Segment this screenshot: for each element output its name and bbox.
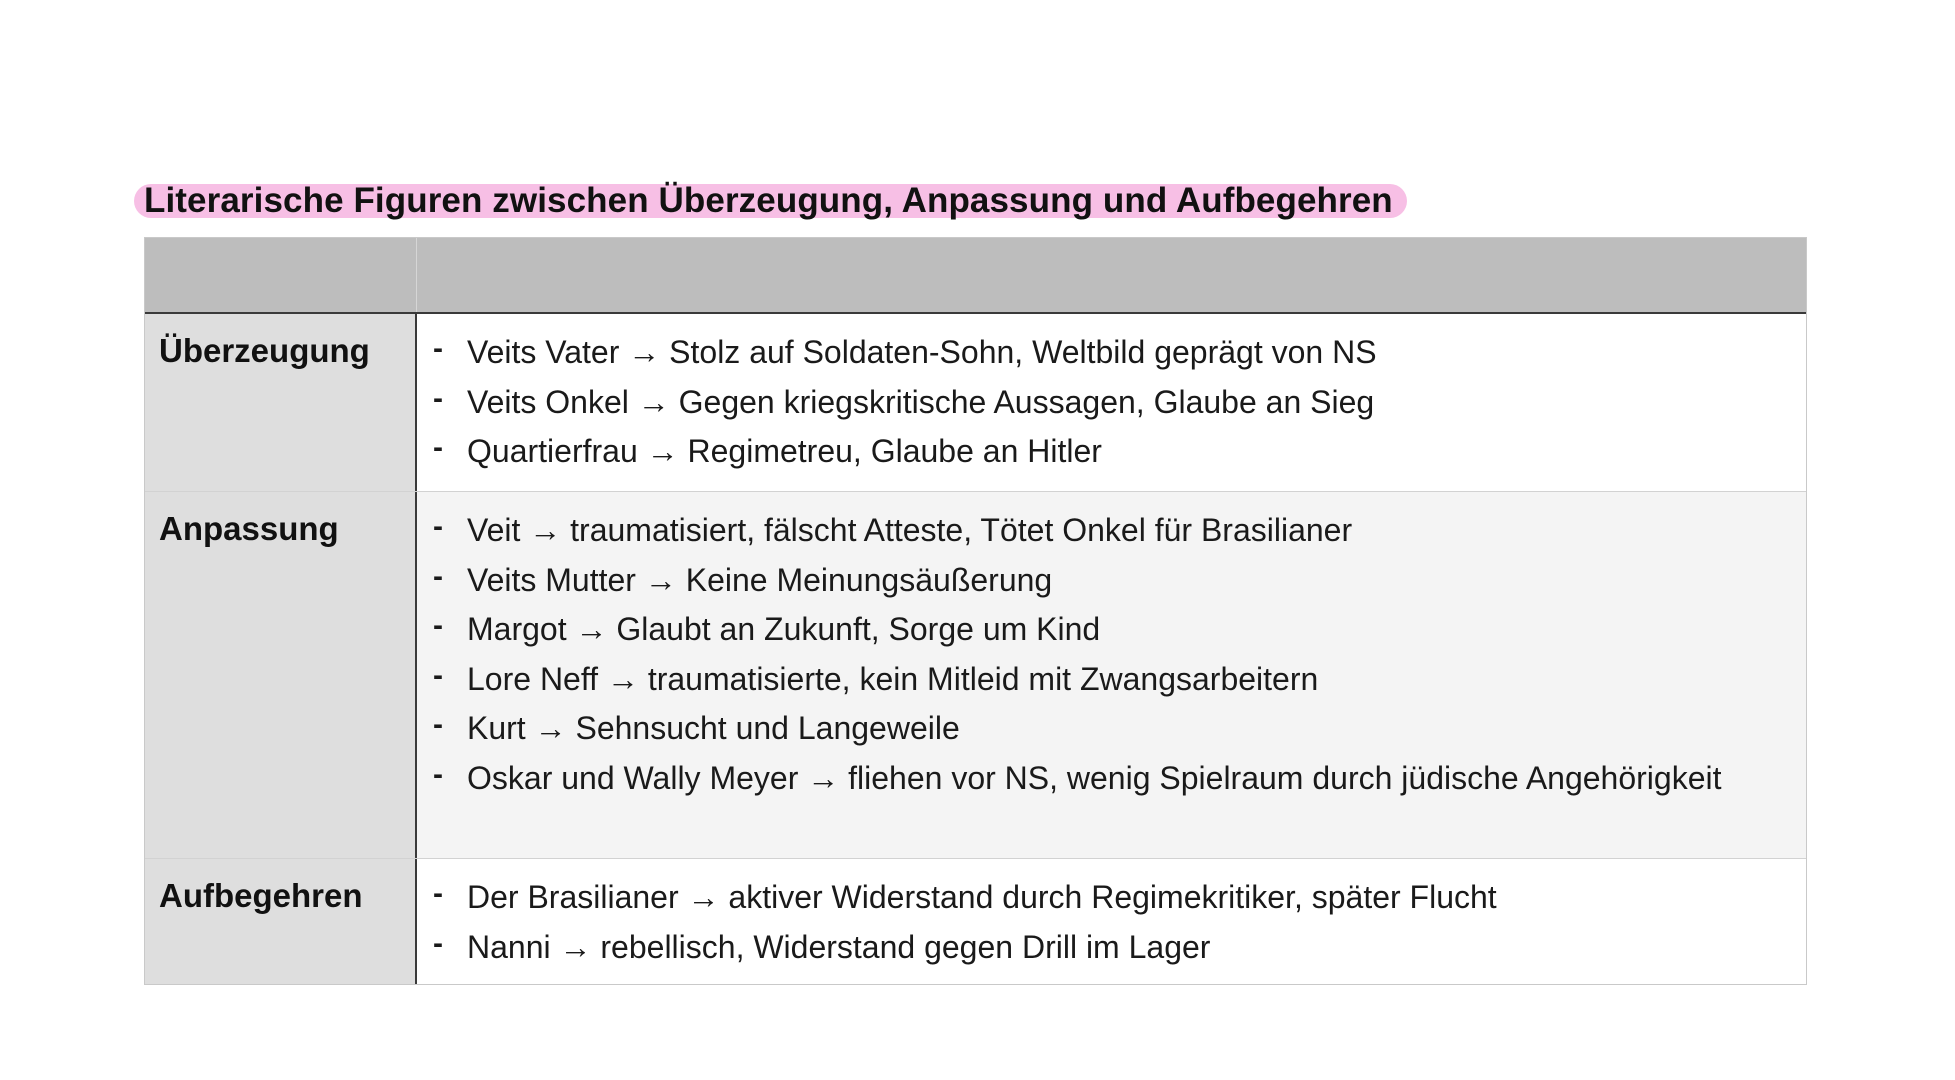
figures-table xyxy=(144,237,1807,985)
list-item: - Nanni → rebellisch, Widerstand gegen Drill im Lager xyxy=(431,925,1806,970)
list-item: - Kurt → Sehnsucht und Langeweile xyxy=(431,706,1806,751)
list-item: - Quartierfrau → Regimetreu, Glaube an Hitler xyxy=(431,429,1806,474)
row-body-anpassung xyxy=(417,492,1806,858)
list-item: - Veit → traumatisiert, fälscht Atteste, Tötet Onkel für Brasilianer xyxy=(431,508,1806,553)
list-item: - Veits Mutter → Keine Meinungsäußerung xyxy=(431,558,1806,603)
table-row-anpassung xyxy=(145,491,1806,858)
list-item: - Veits Vater → Stolz auf Soldaten-Sohn, Weltbild geprägt von NS xyxy=(431,330,1806,375)
header-body-cell xyxy=(417,238,1806,312)
page-title: Literarische Figuren zwischen Überzeugung, Anpassung und Aufbegehren xyxy=(144,181,1393,220)
table-header-row xyxy=(145,238,1806,314)
list-item: - Margot → Glaubt an Zukunft, Sorge um Kind xyxy=(431,607,1806,652)
header-label-cell xyxy=(145,238,417,312)
list-item: - Lore Neff → traumatisierte, kein Mitleid mit Zwangsarbeitern xyxy=(431,657,1806,702)
row-label-anpassung: Anpassung xyxy=(145,492,417,858)
table-row-aufbegehren xyxy=(145,858,1806,984)
row-label-aufbegehren: Aufbegehren xyxy=(145,859,417,984)
row-body-aufbegehren xyxy=(417,859,1806,984)
list-item: - Oskar und Wally Meyer → fliehen vor NS, wenig Spielraum durch jüdische Angehörigkeit xyxy=(431,756,1806,801)
title-block xyxy=(134,176,1407,226)
list-item: - Veits Onkel → Gegen kriegskritische Aussagen, Glaube an Sieg xyxy=(431,380,1806,425)
table-row-ueberzeugung xyxy=(145,314,1806,491)
row-body-ueberzeugung xyxy=(417,314,1806,491)
list-item: - Der Brasilianer → aktiver Widerstand durch Regimekritiker, später Flucht xyxy=(431,875,1806,920)
row-label-ueberzeugung: Überzeugung xyxy=(145,314,417,491)
